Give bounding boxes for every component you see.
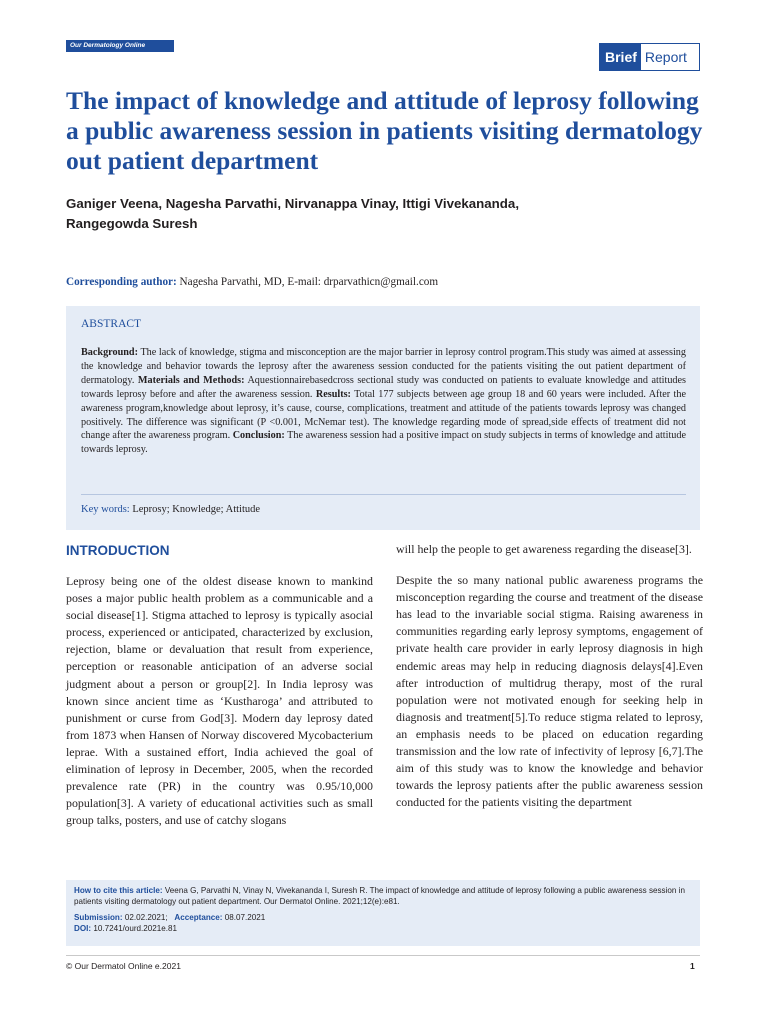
- methods-text: Aquestionnairebasedcross sectional study was conducted on patients to evaluate knowledge and attitudes towards leprosy before and after the awareness session.: [81, 374, 687, 400]
- doi-line: [74, 923, 692, 934]
- intro-paragraph-1: Leprosy being one of the oldest disease known to mankind poses a major public health problem as a communicable and a social disease[1]. Stigma attached to leprosy is typically asocial process, experienced or anticipated, characterized by exclusion, rejection, blame or devaluation that result from experience, perception or reasonable anticipation of an adverse social judgment about a person or group[2]. In India leprosy was known since ancient time as ‘Kustharoga’ and attributed to punishment or curse from God[3]. Modern day leprosy dated from 1873 when Hansen of Norway discovered Mycobacterium leprae. With a sustained effort, India achieved the goal of elimination of leprosy in December, 2005, when the recorded prevalence rate (PR) in the country was 0.95/10,000 population[3]. A variety of educational activities such as small group talks, posters, and use of catchy slogans: [66, 574, 373, 828]
- badge-brief: Brief: [600, 44, 641, 70]
- background-label: Background:: [81, 347, 138, 358]
- introduction-heading: INTRODUCTION: [66, 543, 170, 558]
- doi-label: DOI:: [74, 924, 92, 933]
- how-to-cite: [74, 885, 692, 907]
- footer-copyright: © Our Dermatol Online e.2021: [66, 961, 181, 971]
- keywords: [81, 504, 260, 515]
- how-to-cite-text: Veena G, Parvathi N, Vinay N, Vivekananda I, Suresh R. The impact of knowledge and attitude of leprosy following a public awareness session in patients visiting dermatology out patient department. Our Dermatol Online. 2021;12(e):e81.: [74, 886, 685, 906]
- footer-divider: [66, 955, 700, 956]
- body-column-right: [396, 541, 703, 825]
- authors-line-1: Ganiger Veena, Nagesha Parvathi, Nirvanappa Vinay, Ittigi Vivekananda,: [66, 196, 520, 211]
- authors-line-2: Rangegowda Suresh: [66, 216, 198, 231]
- submission-dates: [74, 912, 692, 923]
- badge-report: Report: [644, 49, 687, 65]
- background-text: The lack of knowledge, stigma and misconception are the major barrier in leprosy control program.This study was aimed at assessing the knowledge and behavior towards the leprosy after the awareness session conducted for the patients visiting the out patient department of dermatology.: [81, 347, 686, 386]
- keywords-text: Leprosy; Knowledge; Attitude: [132, 504, 261, 515]
- corresponding-author: [66, 276, 706, 288]
- submission-value: 02.02.2021;: [124, 913, 168, 922]
- submission-label: Submission:: [74, 913, 123, 922]
- keywords-label: Key words:: [81, 504, 130, 515]
- intro-paragraph-1-continued: will help the people to get awareness regarding the disease[3].: [396, 542, 692, 556]
- conclusion-text: The awareness session had a positive impact on study subjects in terms of knowledge and attitude towards leprosy.: [81, 430, 687, 456]
- abstract-heading: ABSTRACT: [81, 318, 142, 330]
- intro-paragraph-2: Despite the so many national public awareness programs the misconception regarding the course and treatment of the disease has lead to the invariable social stigma. Raising awareness in communities regarding early leprosy symptoms, engagement of private health care provider in early leprosy diagnosis in high endemic areas may help in reducing diagnosis delays[4].Even after introduction of multidrug therapy, most of the rural population were not motivated enough for seeking help in diagnosis and treatment[5].To reduce stigma related to leprosy, an emphasis needs to be placed on education regarding transmission and the low rate of infectivity of leprosy [6,7].The aim of this study was to know the knowledge and behavior towards the leprosy patients after the public awareness session conducted for the patients visiting the department: [396, 573, 703, 810]
- results-label: Results:: [315, 388, 351, 400]
- doi-value[interactable]: 10.7241/ourd.2021e.81: [93, 924, 178, 933]
- corresponding-author-text: Nagesha Parvathi, MD, E-mail: drparvathicn@gmail.com: [179, 276, 439, 288]
- acceptance-value: 08.07.2021: [224, 913, 266, 922]
- results-text: Total 177 subjects between age group 18 and 60 years were included. After the awareness program,knowledge about leprosy, it’s cause, course, complications, treatment and attitude of the patients towards leprosy was changed positively. The difference was significant (P <0.001, McNemar test). The knowledge regarding mode of spread,side effects of treatment did not change after the awareness program.: [81, 388, 687, 442]
- journal-name-bar: Our Dermatology Online: [66, 40, 174, 52]
- body-column-left: [66, 541, 373, 843]
- corresponding-author-label: Corresponding author:: [66, 276, 177, 288]
- page-number: 1: [690, 961, 695, 971]
- abstract-box: [66, 306, 700, 530]
- article-title: The impact of knowledge and attitude of leprosy following a public awareness session in patients visiting dermatology out patient department: [66, 86, 703, 175]
- abstract-divider: [81, 494, 686, 495]
- citation-box: [66, 880, 700, 946]
- methods-label: Materials and Methods:: [137, 374, 245, 386]
- conclusion-label: Conclusion:: [232, 430, 285, 442]
- article-type-badge: [599, 43, 700, 71]
- author-list: [66, 194, 706, 234]
- how-to-cite-label: How to cite this article:: [74, 886, 163, 895]
- abstract-text: [81, 346, 686, 457]
- acceptance-label: Acceptance:: [174, 913, 223, 922]
